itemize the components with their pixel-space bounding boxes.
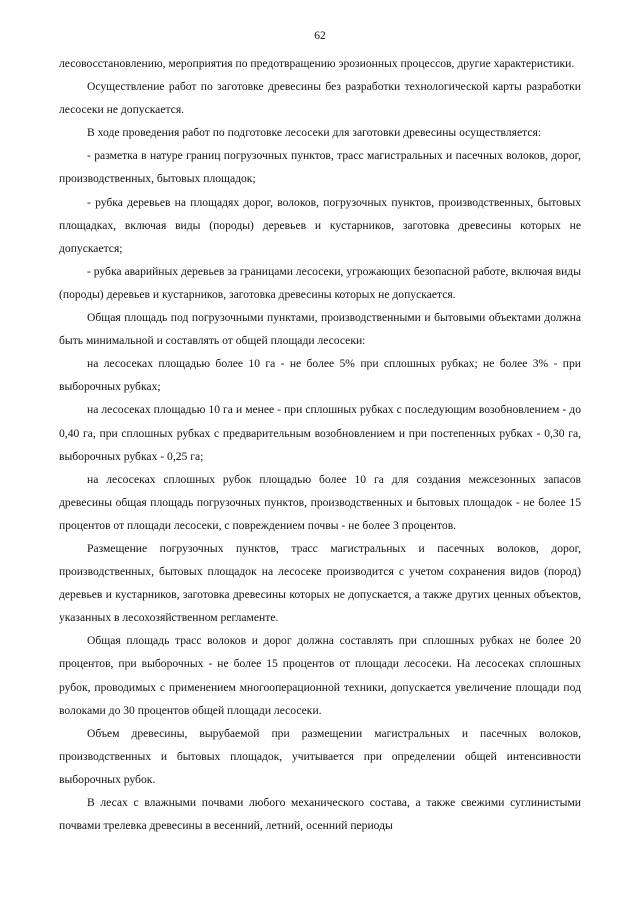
list-item: - разметка в натуре границ погрузочных пунктов, трасс магистральных и пасечных волоков, дорог, производственных, бытовых площадок; bbox=[59, 149, 581, 186]
paragraph: на лесосеках сплошных рубок площадью более 10 га для создания межсезонных запасов древесины общая площадь погрузочных пунктов, производственных и бытовых площадок - не более 15 процентов от площади лесосеки, с повреждением почвы - не более 3 процентов. bbox=[59, 472, 581, 532]
paragraph: В ходе проведения работ по подготовке лесосеки для заготовки древесины осуществляется: bbox=[87, 126, 542, 140]
page-number: 62 bbox=[314, 30, 326, 42]
paragraph: на лесосеках площадью более 10 га - не более 5% при сплошных рубках; не более 3% - при выборочных рубках; bbox=[59, 357, 581, 394]
paragraph: Общая площадь трасс волоков и дорог должна составлять при сплошных рубках не более 20 процентов, при выборочных - не более 15 процентов от площади лесосеки. На лесосеках сплошных рубок, проводимых с применением многооперационной техники, допускается увеличение площади под волоками до 30 процентов общей площади лесосеки. bbox=[59, 634, 581, 717]
paragraph: Общая площадь под погрузочными пунктами, производственными и бытовыми объектами должна быть минимальной и составлять от общей площади лесосеки: bbox=[59, 311, 581, 348]
paragraph: Размещение погрузочных пунктов, трасс магистральных и пасечных волоков, дорог, производственных, бытовых площадок на лесосеке производится с учетом сохранения видов (пород) деревьев и кустарников, заготовка древесины которых не допускается, а также других ценных объектов, указанных в лесохозяйственном регламенте. bbox=[59, 541, 581, 625]
paragraph: Объем древесины, вырубаемой при размещении магистральных и пасечных волоков, производственных и бытовых площадок, учитывается при определении общей интенсивности выборочных рубок. bbox=[59, 726, 581, 786]
paragraph: лесовосстановлению, мероприятия по предотвращению эрозионных процессов, другие характеристики. bbox=[59, 57, 575, 70]
document-body bbox=[59, 52, 581, 837]
list-item: - рубка аварийных деревьев за границами лесосеки, угрожающих безопасной работе, включая виды (породы) деревьев и кустарников, заготовка древесины которых не допускается. bbox=[59, 264, 581, 301]
paragraph: В лесах с влажными почвами любого механического состава, а также свежими суглинистыми почвами трелевка древесины в весенний, летний, осенний периоды bbox=[59, 796, 581, 833]
list-item: - рубка деревьев на площадях дорог, волоков, погрузочных пунктов, производственных, бытовых площадках, включая виды (породы) деревьев и кустарников, заготовка древесины которых не допускается; bbox=[59, 195, 581, 255]
paragraph: на лесосеках площадью 10 га и менее - при сплошных рубках с последующим возобновлением - до 0,40 га, при сплошных рубках с предварительным возобновлением и при постепенных рубках - 0,30 га, выборочных рубках - 0,25 га; bbox=[59, 403, 581, 463]
paragraph: Осуществление работ по заготовке древесины без разработки технологической карты разработки лесосеки не допускается. bbox=[59, 80, 581, 117]
